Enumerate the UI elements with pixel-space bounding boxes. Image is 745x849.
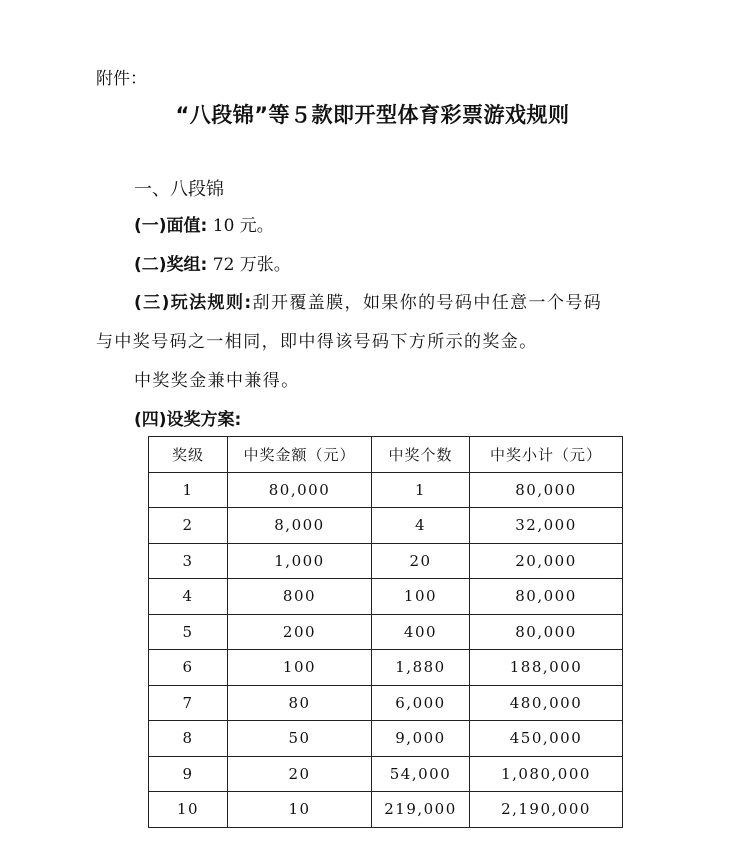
winner-count-cell: 1 xyxy=(372,472,470,508)
prize-subtotal-cell: 20,000 xyxy=(470,543,623,579)
winner-count-cell: 4 xyxy=(372,508,470,544)
prize-table xyxy=(148,436,623,828)
prize-group-label: (二)奖组: xyxy=(134,255,208,275)
section-heading: 一、八段锦 xyxy=(134,179,224,200)
table-row xyxy=(149,650,623,686)
table-row xyxy=(149,756,623,792)
winner-count-cell: 9,000 xyxy=(372,721,470,757)
winner-count-cell: 6,000 xyxy=(372,685,470,721)
prize-amount-cell: 8,000 xyxy=(228,508,372,544)
table-row xyxy=(149,721,623,757)
table-row xyxy=(149,472,623,508)
prize-subtotal-cell: 80,000 xyxy=(470,614,623,650)
table-row xyxy=(149,508,623,544)
prize-amount-cell: 200 xyxy=(228,614,372,650)
prize-level-cell: 1 xyxy=(149,472,228,508)
prize-level-cell: 9 xyxy=(149,756,228,792)
header-prize-subtotal: 中奖小计（元） xyxy=(470,437,623,473)
prize-subtotal-cell: 1,080,000 xyxy=(470,756,623,792)
prize-level-cell: 5 xyxy=(149,614,228,650)
winner-count-cell: 54,000 xyxy=(372,756,470,792)
prize-level-cell: 4 xyxy=(149,579,228,615)
prize-subtotal-cell: 188,000 xyxy=(470,650,623,686)
prize-amount-cell: 80,000 xyxy=(228,472,372,508)
table-row xyxy=(149,543,623,579)
attachment-label: 附件： xyxy=(96,69,147,89)
prize-subtotal-cell: 32,000 xyxy=(470,508,623,544)
rules-label: (三)玩法规则: xyxy=(134,293,253,313)
header-winner-count: 中奖个数 xyxy=(372,437,470,473)
table-row xyxy=(149,685,623,721)
prize-subtotal-cell: 480,000 xyxy=(470,685,623,721)
prize-table-header-row xyxy=(149,437,623,473)
prize-subtotal-cell: 450,000 xyxy=(470,721,623,757)
prize-subtotal-cell: 80,000 xyxy=(470,579,623,615)
rules-line-1: 刮开覆盖膜，如果你的号码中任意一个号码 xyxy=(252,293,603,313)
prize-amount-cell: 20 xyxy=(228,756,372,792)
table-row xyxy=(149,792,623,828)
rules-line-2: 与中奖号码之一相同，即中得该号码下方所示的奖金。 xyxy=(96,332,538,352)
winner-count-cell: 1,880 xyxy=(372,650,470,686)
face-value-text: 10 元。 xyxy=(212,216,274,236)
prize-plan-label: (四)设奖方案: xyxy=(134,410,242,430)
face-value-label: (一)面值: xyxy=(134,216,208,236)
prize-amount-cell: 80 xyxy=(228,685,372,721)
table-row xyxy=(149,614,623,650)
table-row xyxy=(149,579,623,615)
rules-line-3: 中奖奖金兼中兼得。 xyxy=(134,371,300,391)
prize-subtotal-cell: 80,000 xyxy=(470,472,623,508)
prize-level-cell: 6 xyxy=(149,650,228,686)
prize-group-paragraph xyxy=(134,254,291,276)
prize-plan-paragraph xyxy=(134,409,241,431)
winner-count-cell: 100 xyxy=(372,579,470,615)
prize-level-cell: 7 xyxy=(149,685,228,721)
prize-amount-cell: 1,000 xyxy=(228,543,372,579)
face-value-paragraph xyxy=(134,215,274,237)
prize-group-text: 72 万张。 xyxy=(212,255,291,275)
header-prize-level: 奖级 xyxy=(149,437,228,473)
winner-count-cell: 219,000 xyxy=(372,792,470,828)
prize-level-cell: 8 xyxy=(149,721,228,757)
prize-level-cell: 3 xyxy=(149,543,228,579)
header-prize-amount: 中奖金额（元） xyxy=(228,437,372,473)
prize-amount-cell: 10 xyxy=(228,792,372,828)
document-title: “八段锦”等５款即开型体育彩票游戏规则 xyxy=(175,103,570,127)
rules-paragraph xyxy=(134,292,602,314)
prize-amount-cell: 100 xyxy=(228,650,372,686)
winner-count-cell: 400 xyxy=(372,614,470,650)
winner-count-cell: 20 xyxy=(372,543,470,579)
prize-level-cell: 10 xyxy=(149,792,228,828)
prize-level-cell: 2 xyxy=(149,508,228,544)
prize-amount-cell: 50 xyxy=(228,721,372,757)
prize-amount-cell: 800 xyxy=(228,579,372,615)
prize-subtotal-cell: 2,190,000 xyxy=(470,792,623,828)
